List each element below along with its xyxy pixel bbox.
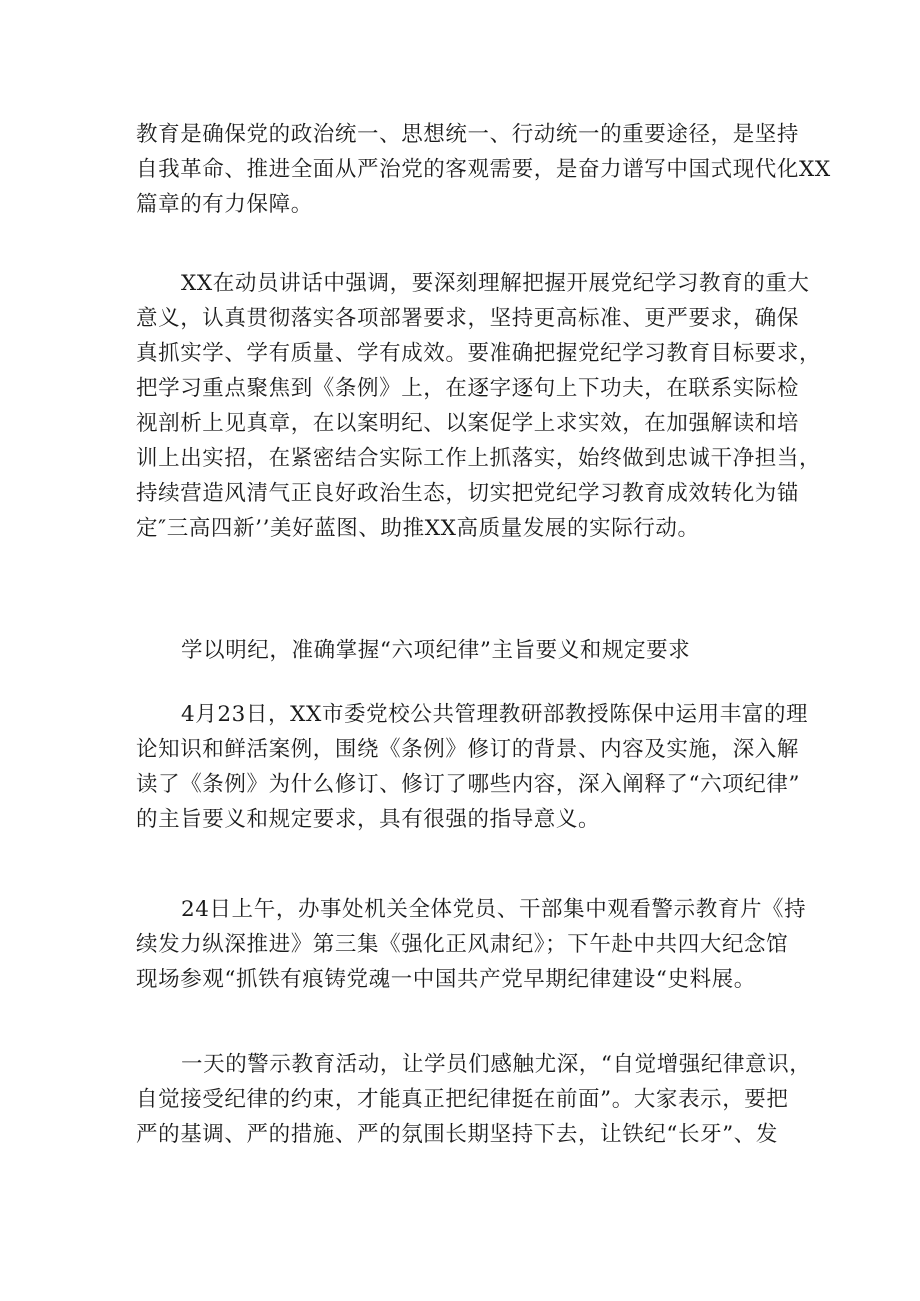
text-line: 教育是确保党的政治统一、思想统一、行动统一的重要途径，是坚持: [136, 122, 800, 147]
text-line: 的主旨要义和规定要求，具有很强的指导意义。: [136, 807, 601, 832]
text-line: 读了《条例》为什么修订、修订了哪些内容，深入阐释了“六项纪律”: [136, 772, 801, 797]
text-line: 自觉接受纪律的约束，才能真正把纪律挺在前面”。大家表示，要把: [136, 1087, 789, 1112]
text-line: 一天的警示教育活动，让学员们感触尤深，“自觉增强纪律意识，: [181, 1052, 812, 1077]
text-line: 意义，认真贯彻落实各项部署要求，坚持更高标准、更严要求，确保: [136, 306, 800, 331]
text-line: 论知识和鲜活案例，围绕《条例》修订的背景、内容及实施，深入解: [136, 737, 800, 762]
text-line: 训上出实招，在紧密结合实际工作上抓落实，始终做到忠诚干净担当，: [136, 446, 822, 471]
text-line: 续发力纵深推进》第三集《强化正风肃纪》；下午赴中共四大纪念馆: [136, 932, 789, 957]
text-line: 4月23日，XX市委党校公共管理教研部教授陈保中运用丰富的理: [181, 702, 809, 727]
text-line: 把学习重点聚焦到《条例》上，在逐字逐句上下功夫，在联系实际检: [136, 376, 800, 401]
paragraph-5: [136, 892, 816, 997]
text-line: 持续营造风清气正良好政治生态，切实把党纪学习教育成效转化为锚: [136, 481, 800, 506]
paragraph-2: [136, 266, 822, 546]
section-heading: [136, 633, 816, 668]
text-line: XX在动员讲话中强调，要深刻理解把握开展党纪学习教育的重大: [181, 271, 810, 296]
text-line: 定″三高四新’’美好蓝图、助推XX高质量发展的实际行动。: [136, 516, 700, 541]
paragraph-6: [136, 1047, 816, 1152]
text-line: 视剖析上见真章，在以案明纪、以案促学上求实效，在加强解读和培: [136, 411, 800, 436]
text-line: 篇章的有力保障。: [136, 192, 313, 217]
text-line: 真抓实学、学有质量、学有成效。要准确把握党纪学习教育目标要求，: [136, 341, 822, 366]
text-line: 现场参观“抓铁有痕铸党魂一中国共产党早期纪律建设“史料展。: [136, 967, 756, 992]
heading-text: 学以明纪，准确掌握“六项纪律”主旨要义和规定要求: [181, 638, 691, 663]
text-line: 24日上午，办事处机关全体党员、干部集中观看警示教育片《持: [181, 897, 807, 922]
text-line: 自我革命、推进全面从严治党的客观需要，是奋力谱写中国式现代化XX: [136, 157, 831, 182]
paragraph-1: [136, 117, 831, 222]
text-line: 严的基调、严的措施、严的氛围长期坚持下去，让铁纪“长牙”、发: [136, 1122, 778, 1147]
paragraph-4: [136, 697, 816, 837]
